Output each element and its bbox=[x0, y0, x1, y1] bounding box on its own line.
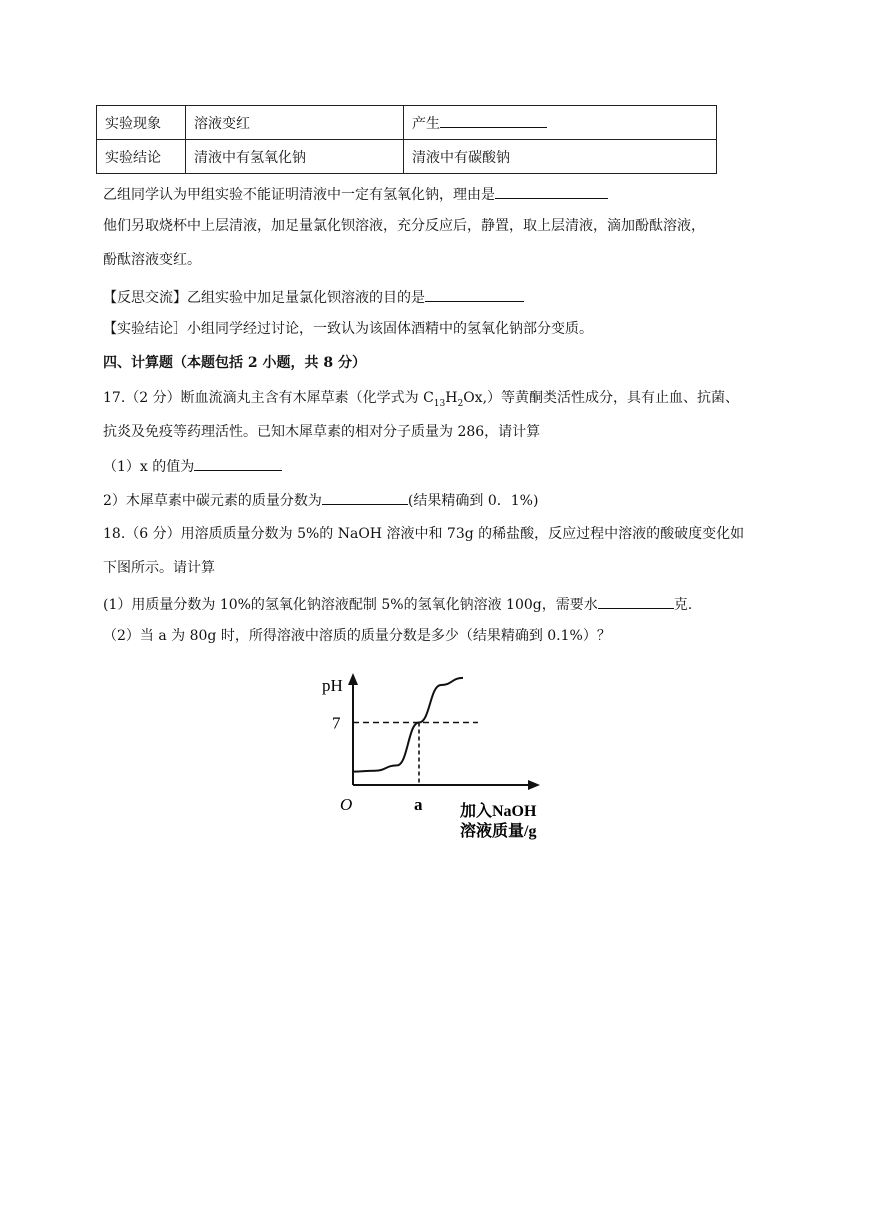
paragraph: 酚酞溶液变红。 bbox=[103, 252, 201, 268]
y-tick-label: 7 bbox=[332, 713, 341, 733]
table-cell: 清液中有氢氧化钠 bbox=[186, 140, 404, 174]
question-text: H bbox=[445, 390, 458, 406]
question-17-1 bbox=[103, 456, 282, 476]
question-17-2 bbox=[103, 490, 538, 510]
question-17 bbox=[103, 389, 739, 407]
question-18-2: （2）当 a 为 80g 时，所得溶液中溶质的质量分数是多少（结果精确到 0.1%）？ bbox=[103, 628, 611, 644]
x-axis-arrow bbox=[528, 780, 540, 790]
table-cell-text: 产生 bbox=[412, 115, 440, 132]
paragraph: 抗炎及免疫等药理活性。已知木犀草素的相对分子质量为 286，请计算 bbox=[103, 424, 541, 440]
subscript: 13 bbox=[433, 398, 446, 409]
paragraph bbox=[103, 184, 608, 204]
table-cell: 清液中有碳酸钠 bbox=[404, 140, 717, 174]
experiment-table bbox=[96, 105, 717, 174]
question-text: Ox,）等黄酮类活性成分，具有止血、抗菌、 bbox=[463, 390, 740, 406]
answer-blank bbox=[440, 113, 547, 128]
section-heading: 四、计算题（本题包括 2 小题，共 8 分） bbox=[103, 355, 366, 371]
question-text: (结果精确到 0．1%) bbox=[407, 493, 539, 509]
origin-label: O bbox=[340, 795, 353, 814]
x-tick-label: a bbox=[414, 795, 423, 814]
question-text: （1）x 的值为 bbox=[103, 459, 195, 475]
answer-blank bbox=[598, 594, 674, 609]
question-text: (1）用质量分数为 10%的氢氧化钠溶液配制 5%的氢氧化钠溶液 100g，需要水 bbox=[103, 597, 598, 613]
paragraph-text: 【反思交流】乙组实验中加足量氯化钡溶液的目的是 bbox=[103, 290, 425, 306]
table-row bbox=[97, 140, 717, 174]
paragraph-text: 乙组同学认为甲组实验不能证明清液中一定有氢氧化钠，理由是 bbox=[103, 187, 495, 203]
x-axis-label-line2: 溶液质量/g bbox=[460, 823, 537, 840]
question-text: 克. bbox=[673, 597, 693, 613]
paragraph: 下图所示。请计算 bbox=[103, 560, 215, 576]
table-cell: 实验结论 bbox=[97, 140, 186, 174]
ph-curve bbox=[353, 678, 463, 772]
table-cell: 实验现象 bbox=[97, 106, 186, 140]
ph-chart bbox=[300, 660, 580, 850]
question-text: 2）木犀草素中碳元素的质量分数为 bbox=[103, 493, 322, 509]
subscript: 2 bbox=[457, 398, 464, 409]
table-cell bbox=[404, 106, 717, 140]
paragraph bbox=[103, 287, 524, 307]
answer-blank bbox=[495, 184, 608, 199]
y-axis-arrow bbox=[348, 673, 358, 685]
x-axis-label-line1: 加入NaOH bbox=[460, 803, 537, 820]
table-row bbox=[97, 106, 717, 140]
question-text: 17.（2 分）断血流滴丸主含有木犀草素（化学式为 C bbox=[103, 390, 434, 406]
paragraph: 他们另取烧杯中上层清液，加足量氯化钡溶液，充分反应后，静置，取上层清液，滴加酚酞溶液， bbox=[103, 218, 705, 234]
answer-blank bbox=[425, 287, 524, 302]
y-axis-label: pH bbox=[322, 676, 343, 695]
answer-blank bbox=[322, 490, 408, 505]
answer-blank bbox=[194, 456, 282, 471]
table-cell: 溶液变红 bbox=[186, 106, 404, 140]
paragraph: 【实验结论］小组同学经过讨论，一致认为该固体酒精中的氢氧化钠部分变质。 bbox=[103, 321, 593, 337]
question-18-1 bbox=[103, 594, 692, 614]
question-18: 18.（6 分）用溶质质量分数为 5%的 NaOH 溶液中和 73g 的稀盐酸，反应过程中溶液的酸破度变化如 bbox=[103, 526, 745, 542]
